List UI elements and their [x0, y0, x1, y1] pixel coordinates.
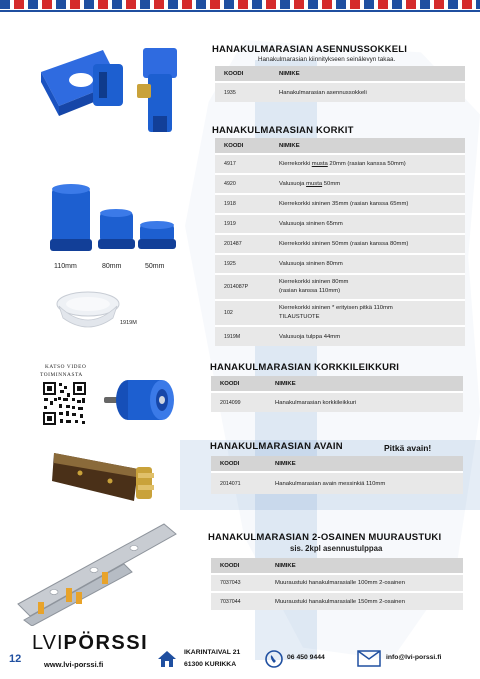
row-code: 1925 — [215, 254, 270, 274]
row-code: 7037043 — [211, 574, 266, 592]
table-row — [215, 234, 465, 254]
mounting-socket-image — [33, 44, 185, 136]
caps-image — [50, 183, 180, 255]
col-koodi: KOODI — [211, 376, 266, 392]
table-row — [215, 254, 465, 274]
row-name — [270, 174, 465, 194]
key-image — [50, 445, 158, 503]
name-color-underlined: musta — [311, 161, 328, 167]
video-label-line2: TOIMINNASTA — [40, 372, 83, 378]
table-row — [215, 174, 465, 194]
table-row — [215, 154, 465, 174]
name-line1: Kierrekorkki sininen 80mm — [279, 279, 349, 285]
row-code: 1935 — [215, 82, 270, 102]
muurau-title: HANAKULMARASIAN 2-OSAINEN MUURAUSTUKI — [208, 532, 442, 543]
table-row — [215, 274, 465, 300]
name-post: 20mm (rasian kanssa 50mm) — [327, 161, 406, 167]
phone-icon — [265, 650, 283, 668]
cap-label-110: 110mm — [54, 263, 77, 270]
avain-note: Pitkä avain! — [384, 443, 432, 453]
table-row — [211, 592, 463, 610]
sockel-subtitle: Hanakulmarasian kiinnitykseen seinälevyn takaa. — [258, 56, 396, 63]
brick-support-image — [14, 520, 190, 626]
table-row — [211, 574, 463, 592]
col-nimike: NIMIKE — [266, 376, 463, 392]
row-name: Valusuoja sininen 65mm — [270, 214, 465, 234]
address-street: IKARINTAIVAL 21 — [184, 649, 241, 656]
row-code: 4917 — [215, 154, 270, 174]
row-name: Kierrekorkki sininen 50mm (rasian kanssa 80mm) — [270, 234, 465, 254]
row-name — [270, 274, 465, 300]
row-name — [270, 154, 465, 174]
company-logo — [32, 632, 148, 655]
row-code: 7037044 — [211, 592, 266, 610]
row-code: 2014099 — [211, 392, 266, 412]
website-link[interactable]: www.lvi-porssi.fi — [44, 660, 104, 669]
row-name: Valusuoja sininen 80mm — [270, 254, 465, 274]
name-line2: TILAUSTUOTE — [279, 314, 320, 320]
email-address[interactable]: info@lvi-porssi.fi — [386, 654, 442, 661]
table-row — [215, 214, 465, 234]
col-koodi: KOODI — [215, 138, 270, 154]
logo-lvi: LVI — [32, 632, 64, 654]
cap-label-50: 50mm — [145, 263, 165, 270]
page-number: 12 — [9, 653, 22, 665]
sockel-table — [215, 66, 465, 102]
col-nimike: NIMIKE — [266, 558, 463, 574]
address-city: 61300 KURIKKA — [184, 661, 237, 668]
cap-label-80: 80mm — [102, 263, 122, 270]
name-pre: Kierrekorkki — [279, 161, 312, 167]
row-name: Hanakulmarasian avain messinkiä 110mm — [266, 472, 463, 494]
top-flag-stripe — [0, 0, 480, 9]
name-line2: (rasian kanssa 110mm) — [279, 288, 341, 294]
row-code: 102 — [215, 300, 270, 326]
korkit-table — [215, 138, 465, 346]
row-name: Muuraustuki hanakulmarasialle 150mm 2-osainen — [266, 592, 463, 610]
cup-code-label: 1919M — [120, 320, 137, 326]
sockel-title: HANAKULMARASIAN ASENNUSSOKKELI — [212, 44, 408, 55]
col-koodi: KOODI — [211, 558, 266, 574]
row-name: Muuraustuki hanakulmarasialle 100mm 2-osainen — [266, 574, 463, 592]
col-koodi: KOODI — [211, 456, 266, 472]
phone-number[interactable]: 06 450 9444 — [287, 654, 325, 661]
table-row — [211, 392, 463, 412]
table-row — [215, 194, 465, 214]
row-code: 2014071 — [211, 472, 266, 494]
muurau-table — [211, 558, 463, 610]
row-code: 4920 — [215, 174, 270, 194]
row-code: 1919M — [215, 326, 270, 346]
col-nimike: NIMIKE — [270, 138, 465, 154]
table-row — [211, 472, 463, 494]
muurau-subtitle: sis. 2kpl asennustulppaa — [290, 544, 383, 553]
name-line1: Kierrekorkki sininen * erityisen pitkä 110mm — [279, 305, 393, 311]
cork-cutter-image — [104, 372, 176, 432]
house-icon — [157, 650, 177, 668]
table-row — [215, 82, 465, 102]
address — [184, 647, 240, 671]
video-label-line1: KATSO VIDEO — [45, 364, 87, 370]
row-name: Hanakulmarasian asennussokkeli — [270, 82, 465, 102]
col-koodi: KOODI — [215, 66, 270, 82]
row-name — [270, 300, 465, 326]
leikkuri-title: HANAKULMARASIAN KORKKILEIKKURI — [210, 362, 400, 373]
name-color-underlined: musta — [306, 181, 323, 187]
row-name: Hanakulmarasian korkkileikkuri — [266, 392, 463, 412]
avain-table — [211, 456, 463, 494]
col-nimike: NIMIKE — [270, 66, 465, 82]
name-pre: Valusuoja — [279, 181, 307, 187]
row-name: Kierrekorkki sininen 35mm (rasian kanssa 65mm) — [270, 194, 465, 214]
leikkuri-table — [211, 376, 463, 412]
name-post: 50mm — [322, 181, 341, 187]
table-row — [215, 326, 465, 346]
row-name: Valusuoja tulppa 44mm — [270, 326, 465, 346]
row-code: 201487 — [215, 234, 270, 254]
qr-code[interactable] — [42, 381, 87, 426]
row-code: 2014087P — [215, 274, 270, 300]
table-row — [215, 300, 465, 326]
top-rule — [0, 10, 480, 12]
email-icon — [357, 650, 381, 667]
logo-porssi: PÖRSSI — [63, 632, 149, 654]
korkit-title: HANAKULMARASIAN KORKIT — [212, 125, 354, 136]
avain-title: HANAKULMARASIAN AVAIN — [210, 441, 343, 452]
row-code: 1919 — [215, 214, 270, 234]
protection-cup-image — [55, 290, 121, 332]
row-code: 1918 — [215, 194, 270, 214]
col-nimike: NIMIKE — [266, 456, 463, 472]
